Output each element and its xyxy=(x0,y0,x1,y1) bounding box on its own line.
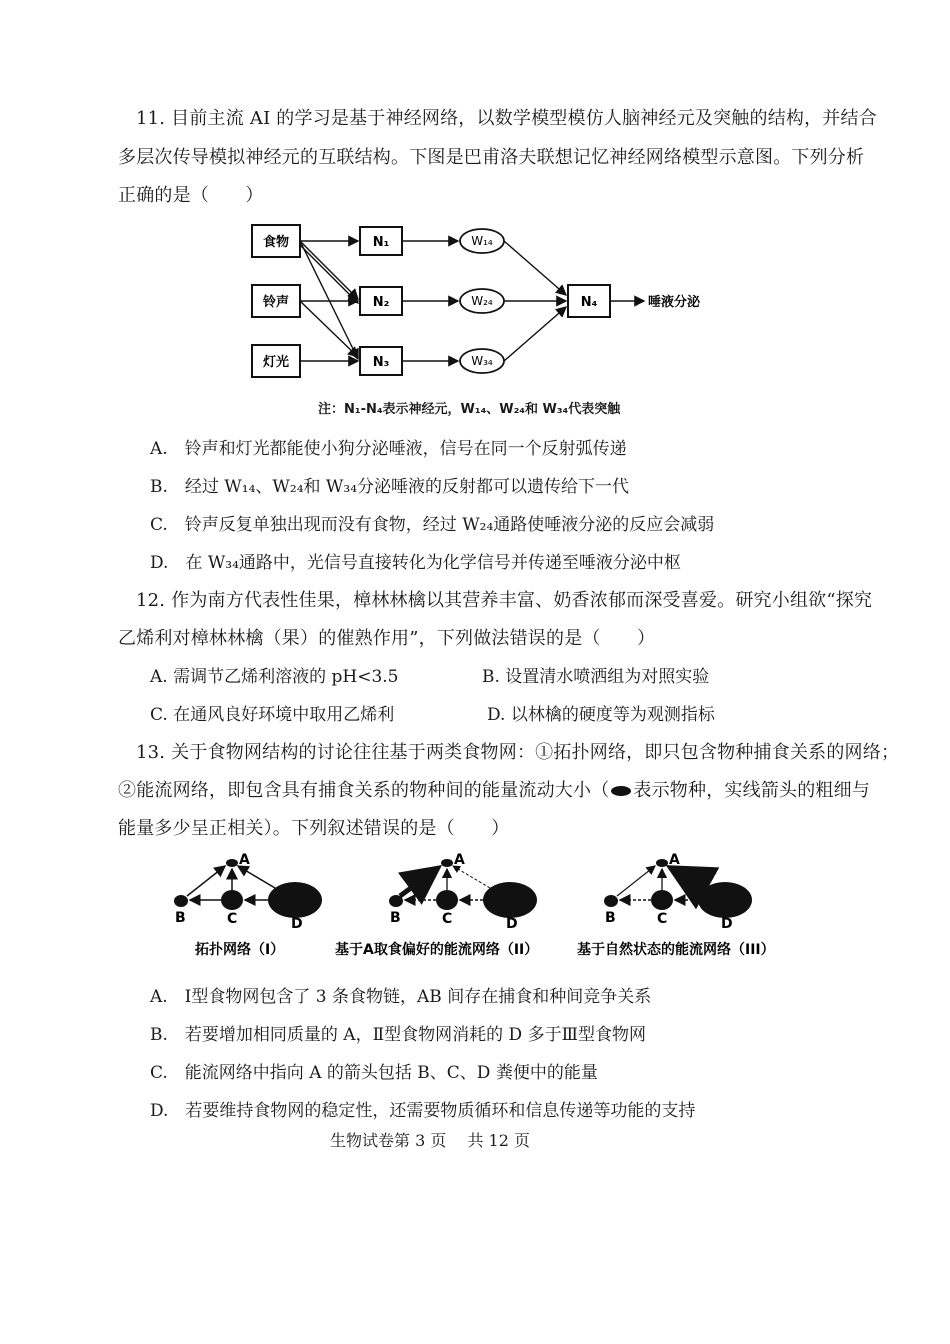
q12-option-c: C. 在通风良好环境中取用乙烯利 xyxy=(150,705,395,725)
input-light-label: 灯光 xyxy=(262,355,290,370)
node-b-label-i: B xyxy=(175,910,186,926)
node-c-label-i: C xyxy=(227,911,238,927)
caption-energy-ii: 基于A取食偏好的能流网络（II） xyxy=(335,942,539,958)
neuron-n3-label: N₃ xyxy=(372,355,390,370)
q12-option-b: B. 设置清水喷洒组为对照实验 xyxy=(482,667,710,687)
q13-line-3: 能量多少呈正相关）。下列叙述错误的是（ ） xyxy=(118,818,510,839)
node-d-label-iii: D xyxy=(721,916,733,932)
synapse-w24-label: W₂₄ xyxy=(471,294,493,308)
node-a-label-i: A xyxy=(239,852,250,868)
food-web-energy-iii xyxy=(604,852,752,932)
q13-option-c: C. 能流网络中指向 A 的箭头包括 B、C、D 粪便中的能量 xyxy=(150,1063,598,1083)
page-footer: 生物试卷第 3 页 共 12 页 xyxy=(330,1131,530,1150)
q13-line-2b: 表示物种，实线箭头的粗细与 xyxy=(633,780,871,801)
food-web-diagrams xyxy=(165,850,795,965)
input-bell-label: 铃声 xyxy=(262,295,290,310)
food-web-topology-i xyxy=(174,852,322,932)
node-a-label-iii: A xyxy=(669,852,680,868)
q11-option-c: C. 铃声反复单独出现而没有食物，经过 W₂₄通路使唾液分泌的反应会减弱 xyxy=(150,515,715,535)
neuron-n1-label: N₁ xyxy=(372,235,390,250)
output-saliva-label: 唾液分泌 xyxy=(648,295,701,310)
neuron-n2-label: N₂ xyxy=(372,295,390,310)
caption-energy-iii: 基于自然状态的能流网络（III） xyxy=(577,942,775,958)
node-c-label-iii: C xyxy=(657,911,668,927)
node-d-label-ii: D xyxy=(506,916,518,932)
q13-option-d: D. 若要维持食物网的稳定性，还需要物质循环和信息传递等功能的支持 xyxy=(150,1101,696,1121)
q11-line-1: 11. 目前主流 AI 的学习是基于神经网络，以数学模型模仿人脑神经元及突触的结构，并结合 xyxy=(136,108,877,129)
q11-diagram-note: 注：N₁-N₄表示神经元，W₁₄、W₂₄和 W₃₄代表突触 xyxy=(318,402,621,417)
input-food-label: 食物 xyxy=(262,235,290,250)
q13-line-2a: ②能流网络，即包含具有捕食关系的物种间的能量流动大小（ xyxy=(118,780,610,801)
q12-line-2: 乙烯利对樟林林檎（果）的催熟作用”，下列做法错误的是（ ） xyxy=(118,628,656,649)
q13-option-a: A. Ⅰ型食物网包含了 3 条食物链，AB 间存在捕食和种间竞争关系 xyxy=(150,987,652,1007)
node-d-label-i: D xyxy=(291,916,303,932)
q12-option-a: A. 需调节乙烯利溶液的 pH<3.5 xyxy=(150,667,399,687)
q11-line-3: 正确的是（ ） xyxy=(118,185,264,206)
node-c-label-ii: C xyxy=(442,911,453,927)
species-legend-icon xyxy=(611,786,631,796)
neuron-n4-label: N₄ xyxy=(580,295,598,310)
q13-line-2 xyxy=(118,776,870,802)
q11-option-d: D. 在 W₃₄通路中，光信号直接转化为化学信号并传递至唾液分泌中枢 xyxy=(150,553,681,573)
q12-line-1: 12. 作为南方代表性佳果，樟林林檎以其营养丰富、奶香浓郁而深受喜爱。研究小组欲“探究 xyxy=(136,590,873,611)
q12-option-d: D. 以林檎的硬度等为观测指标 xyxy=(487,705,715,725)
neural-network-diagram xyxy=(240,215,720,390)
q11-option-a: A. 铃声和灯光都能使小狗分泌唾液，信号在同一个反射弧传递 xyxy=(150,439,627,459)
synapse-w14-label: W₁₄ xyxy=(471,234,493,248)
synapse-w34-label: W₃₄ xyxy=(471,354,493,368)
node-b-label-ii: B xyxy=(390,910,401,926)
q11-line-2: 多层次传导模拟神经元的互联结构。下图是巴甫洛夫联想记忆神经网络模型示意图。下列分析 xyxy=(118,147,865,168)
q13-option-b: B. 若要增加相同质量的 A，Ⅱ型食物网消耗的 D 多于Ⅲ型食物网 xyxy=(150,1025,646,1045)
caption-topology-i: 拓扑网络（I） xyxy=(195,942,285,958)
q11-option-b: B. 经过 W₁₄、W₂₄和 W₃₄分泌唾液的反射都可以遗传给下一代 xyxy=(150,477,630,497)
node-b-label-iii: B xyxy=(605,910,616,926)
node-a-label-ii: A xyxy=(454,852,465,868)
q13-line-1: 13. 关于食物网结构的讨论往往基于两类食物网：①拓扑网络，即只包含物种捕食关系的网络； xyxy=(136,742,900,763)
food-web-energy-ii xyxy=(389,852,537,932)
